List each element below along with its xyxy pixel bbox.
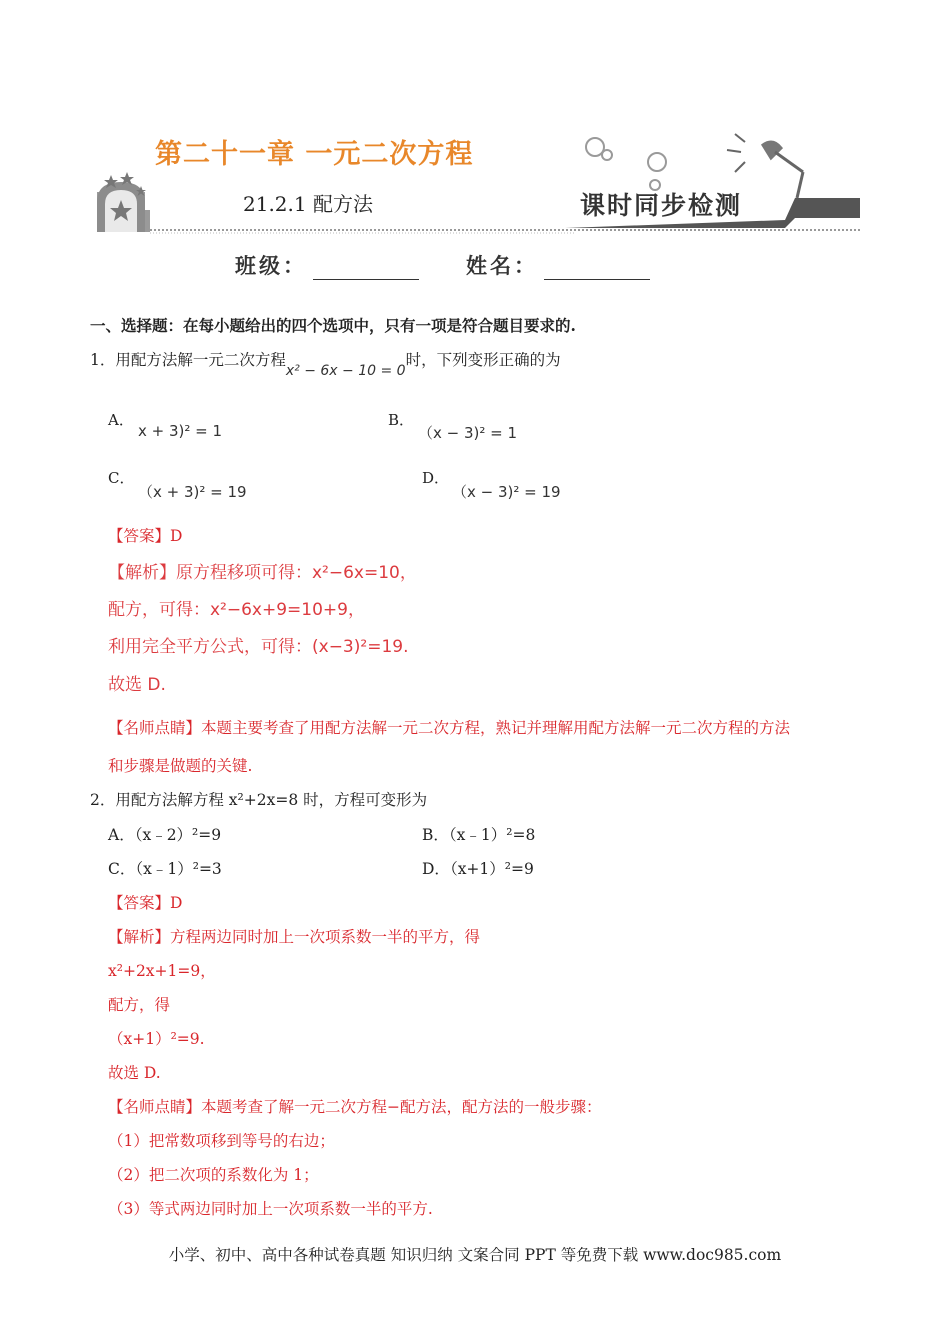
q1-option-d: （x − 3)² = 19 [452, 483, 561, 501]
q1-stem-suffix: 时，下列变形正确的为 [405, 351, 561, 369]
brand-text: 课时同步检测 [580, 191, 743, 220]
class-field [235, 250, 419, 280]
q1-option-b: （x − 3)² = 1 [418, 424, 518, 442]
q2-option-d-label: D． [422, 860, 450, 878]
bubble-icon [586, 138, 666, 190]
section-title: 21.2.1 配方法 [243, 192, 373, 216]
q1-analysis-line-2: 配方，可得：x²−6x+9=10+9， [108, 600, 365, 620]
footer-text[interactable]: 小学、初中、高中各种试卷真题 知识归纳 文案合同 PPT 等免费下载 www.doc985.com [168, 1246, 782, 1264]
q1-option-d-label: D． [422, 469, 450, 487]
q2-option-d [422, 859, 534, 879]
q2-option-c-label: C． [108, 860, 136, 878]
q2-stem: 2．用配方法解方程 x²+2x=8 时，方程可变形为 [90, 791, 428, 809]
q2-option-b [422, 825, 535, 845]
q1-tip-line-2: 和步骤是做题的关键. [108, 757, 253, 775]
q1-option-c-label: C． [108, 469, 135, 487]
q2-option-c-text: （x﹣1）²=3 [135, 860, 222, 878]
q2-analysis-line-5: 故选 D. [108, 1064, 161, 1082]
q1-option-a: x + 3)² = 1 [138, 422, 223, 440]
q2-option-a-text: （x﹣2）²=9 [134, 826, 222, 844]
q1-tip-line-1: 【名师点睛】本题主要考查了用配方法解一元二次方程，熟记并理解用配方法解一元二次方程的方法 [108, 719, 791, 737]
q2-option-a-label: A． [108, 826, 135, 844]
q2-option-d-text: （x+1）²=9 [449, 860, 534, 878]
q1-stem [90, 350, 561, 379]
q1-analysis-line-3: 利用完全平方公式，可得：(x−3)²=19. [108, 637, 409, 657]
q2-option-b-label: B． [422, 826, 449, 844]
q2-tip-line-4: （3）等式两边同时加上一次项系数一半的平方. [108, 1200, 433, 1218]
q1-analysis-line-1: 【解析】原方程移项可得：x²−6x=10， [108, 563, 417, 583]
q1-stem-prefix: 1．用配方法解一元二次方程 [90, 351, 286, 369]
q2-answer: 【答案】D [108, 894, 183, 912]
q2-tip-line-3: （2）把二次项的系数化为 1； [108, 1166, 319, 1184]
name-label: 姓名： [466, 254, 538, 278]
q1-analysis-line-4: 故选 D. [108, 675, 166, 695]
q2-analysis-line-2: x²+2x+1=9， [108, 962, 216, 980]
name-field [466, 250, 650, 280]
star-badge-icon [97, 172, 150, 232]
class-label: 班级： [235, 254, 307, 278]
q1-option-b-label: B． [388, 411, 415, 429]
q2-tip-line-2: （1）把常数项移到等号的右边； [108, 1132, 335, 1150]
q2-analysis-line-1: 【解析】方程两边同时加上一次项系数一半的平方，得 [108, 928, 481, 946]
q1-option-a-label: A． [108, 411, 134, 429]
q2-option-a [108, 825, 221, 845]
name-blank[interactable] [544, 259, 650, 280]
class-blank[interactable] [313, 259, 419, 280]
q1-stem-math: x² − 6x − 10 = 0 [285, 363, 406, 379]
chapter-title: 第二十一章 一元二次方程 [155, 139, 474, 170]
q2-option-b-text: （x﹣1）²=8 [448, 826, 536, 844]
q2-option-c [108, 859, 222, 879]
q2-analysis-line-3: 配方，得 [108, 996, 171, 1014]
q1-answer: 【答案】D [108, 527, 183, 545]
q1-option-c: （x + 3)² = 19 [138, 483, 247, 501]
section-heading: 一、选择题：在每小题给出的四个选项中，只有一项是符合题目要求的. [90, 316, 576, 335]
q2-tip-line-1: 【名师点睛】本题考查了解一元二次方程−配方法，配方法的一般步骤： [108, 1098, 602, 1116]
q2-analysis-line-4: （x+1）²=9. [108, 1030, 205, 1048]
